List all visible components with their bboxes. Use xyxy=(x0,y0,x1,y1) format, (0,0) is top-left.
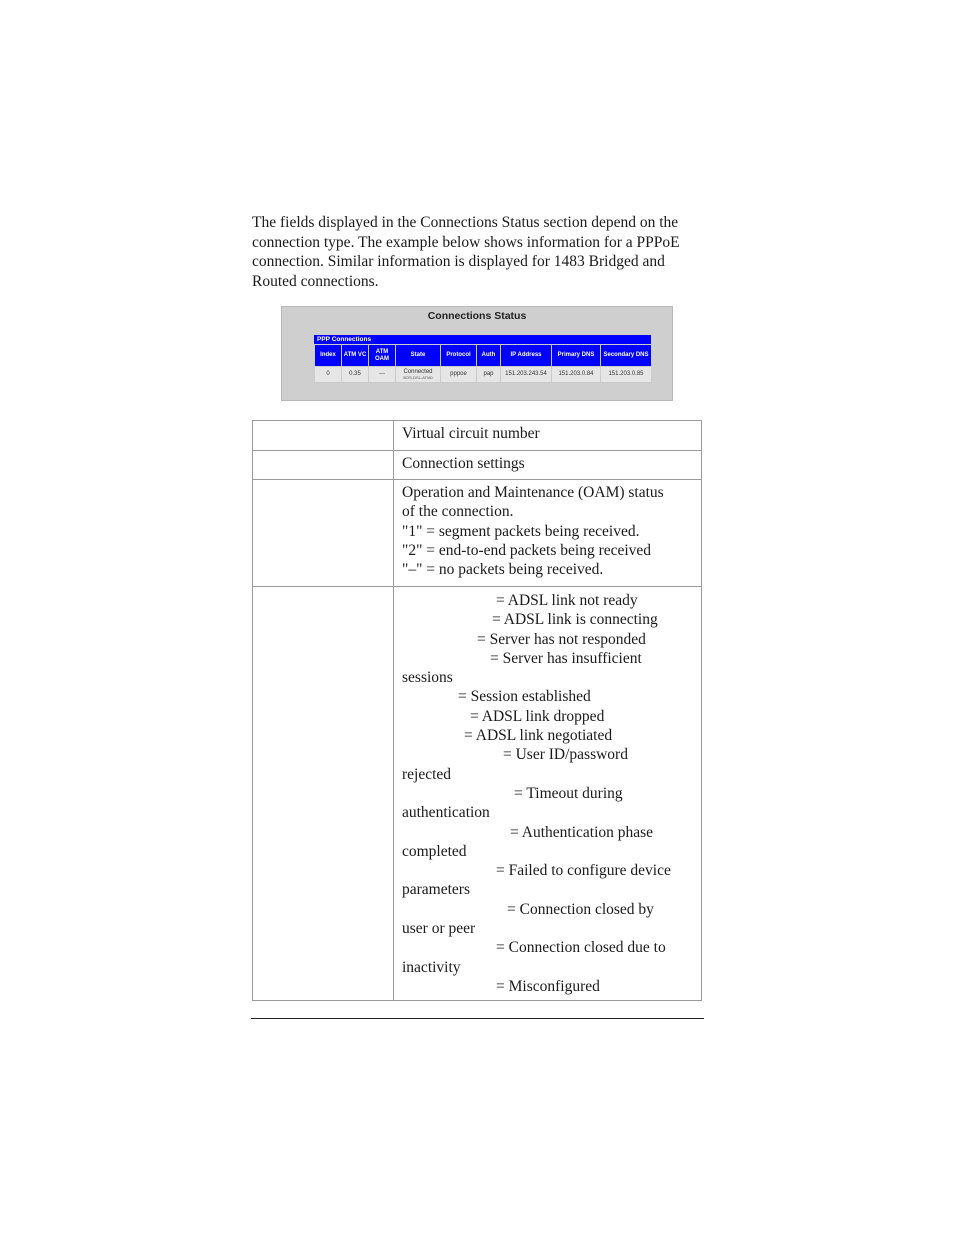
column-header-protocol: Protocol xyxy=(441,345,477,367)
cell-atm-vc: 0.35 xyxy=(342,367,369,383)
field-name-cell xyxy=(253,480,394,587)
cell-index: 0 xyxy=(315,367,342,383)
state-description-line: rejected xyxy=(402,765,452,783)
field-description-cell xyxy=(394,421,702,451)
state-description-line: = Timeout during xyxy=(514,784,623,802)
state-description-line: = Authentication phase xyxy=(510,823,654,841)
state-description-line: = Session established xyxy=(458,688,591,706)
state-description-line: = ADSL link negotiated xyxy=(464,727,613,745)
state-description-line: = User ID/password xyxy=(503,746,628,764)
description-line: Operation and Maintenance (OAM) status xyxy=(402,484,664,501)
cell-primary-dns: 151.203.0.84 xyxy=(552,367,601,383)
state-description-line: = ADSL link dropped xyxy=(470,707,605,725)
description-line: Virtual circuit number xyxy=(402,425,540,442)
column-header-atm-oam: ATM OAM xyxy=(369,345,396,367)
column-header-auth: Auth xyxy=(477,345,501,367)
field-name-cell xyxy=(253,421,394,451)
column-header-state: State xyxy=(396,345,441,367)
intro-paragraph: The fields displayed in the Connections Status section depend on the connection type. The example below shows information for a PPPoE connection. Similar information is displayed for 1483 Bridged and Routed connections. xyxy=(252,214,680,290)
footer-rule xyxy=(251,1018,704,1019)
state-description-line: sessions xyxy=(402,669,453,687)
state-description-line: = Connection closed by xyxy=(507,900,654,918)
column-header-ip-address: IP Address xyxy=(501,345,552,367)
state-description-line: = Failed to configure device xyxy=(496,862,671,880)
screenshot-title: Connections Status xyxy=(427,310,527,322)
description-line: Connection settings xyxy=(402,455,525,472)
field-row-oam-status xyxy=(253,480,702,587)
state-description-line: = Server has insufficient xyxy=(490,649,642,667)
description-line: "2" = end-to-end packets being received xyxy=(402,541,652,559)
field-description-cell xyxy=(394,480,702,587)
cell-ip-address: 151.203.243.54 xyxy=(501,367,552,383)
state-description-line: = ADSL link not ready xyxy=(496,592,638,609)
ppp-connections-table xyxy=(314,344,652,383)
field-descriptions-table xyxy=(252,420,702,1001)
description-line: "–" = no packets being received. xyxy=(402,561,604,579)
field-description-cell xyxy=(394,587,702,1001)
table-row xyxy=(315,367,652,383)
cell-protocol: pppoe xyxy=(441,367,477,383)
cell-secondary-dns: 151.203.0.85 xyxy=(601,367,652,383)
state-description-line: completed xyxy=(402,842,467,860)
state-description-line: parameters xyxy=(402,881,470,899)
state-description-line: user or peer xyxy=(402,920,476,938)
field-row-state xyxy=(253,587,702,1001)
cell-state xyxy=(396,367,441,383)
state-description-line: authentication xyxy=(402,804,490,822)
state-description-line: = Connection closed due to xyxy=(496,939,666,957)
state-detail: BOS-DSL-ATM0 xyxy=(403,375,433,380)
state-value: Connected xyxy=(403,369,433,375)
ppp-connections-header: PPP Connections xyxy=(314,335,651,344)
description-line: "1" = segment packets being received. xyxy=(402,522,640,540)
column-header-primary-dns: Primary DNS xyxy=(552,345,601,367)
state-description-line: = Server has not responded xyxy=(477,630,646,648)
column-header-secondary-dns: Secondary DNS xyxy=(601,345,652,367)
state-description-line: inactivity xyxy=(402,958,461,976)
state-description-line: = Misconfigured xyxy=(496,977,600,995)
field-name-cell xyxy=(253,451,394,480)
cell-atm-oam: --- xyxy=(369,367,396,383)
field-name-cell xyxy=(253,587,394,1001)
state-description-line: = ADSL link is connecting xyxy=(492,611,658,629)
cell-auth: pap xyxy=(477,367,501,383)
column-header-index: Index xyxy=(315,345,342,367)
field-row-virtual-circuit xyxy=(253,421,702,451)
field-description-cell xyxy=(394,451,702,480)
connections-status-screenshot xyxy=(281,306,673,401)
field-row-connection-settings xyxy=(253,451,702,480)
column-header-atm-vc: ATM VC xyxy=(342,345,369,367)
description-line: of the connection. xyxy=(402,503,514,521)
